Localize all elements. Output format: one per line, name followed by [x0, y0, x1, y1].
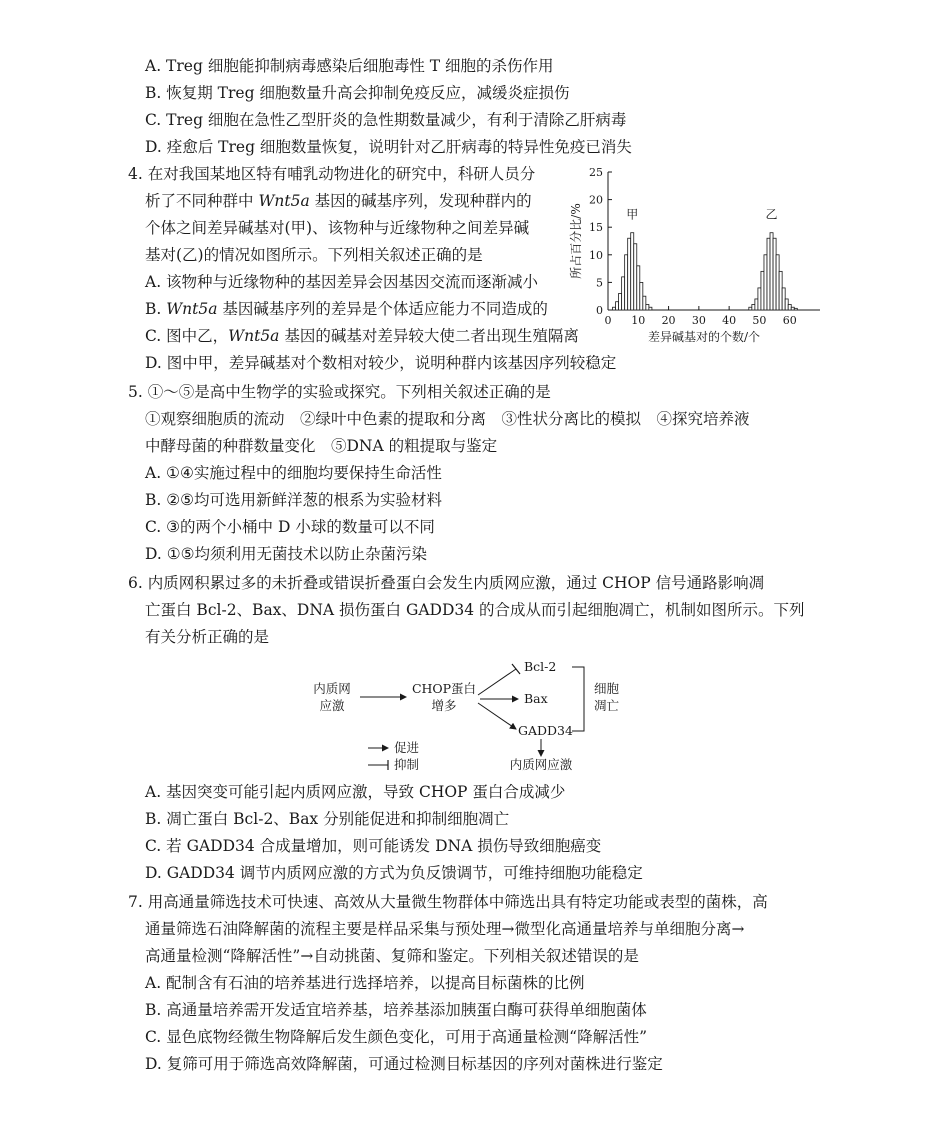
q4-option-c-text: 基因的碱基对差异较大使二者出现生殖隔离: [279, 327, 579, 345]
q3-option-a: A. Treg 细胞能抑制病毒感染后细胞毒性 T 细胞的杀伤作用: [145, 57, 554, 75]
bax-label: Bax: [524, 691, 548, 706]
q4-option-b-text: 基因碱基序列的差异是个体适应能力不同造成的: [217, 300, 548, 318]
q7-option-c: C. 显色底物经微生物降解后发生颜色变化，可用于高通量检测“降解活性”: [145, 1028, 648, 1046]
histogram-bar: [770, 233, 773, 310]
histogram-bar: [643, 296, 646, 310]
q4-stem-line1: 4. 在对我国某地区特有哺乳动物进化的研究中，科研人员分: [128, 165, 536, 183]
histogram-bar: [637, 266, 640, 310]
series-label: 乙: [765, 207, 778, 222]
q4-option-c: [145, 326, 579, 346]
histogram-bar: [764, 255, 767, 310]
legend-promote-label: 促进: [394, 740, 420, 755]
q5-items-line1: ①观察细胞质的流动 ②绿叶中色素的提取和分离 ③性状分离比的模拟 ④探究培养液: [145, 410, 750, 428]
chop-protein-label: CHOP蛋白: [411, 681, 477, 696]
q4-option-b-prefix: B.: [145, 300, 167, 318]
promote-arrow-gadd34: [478, 703, 516, 729]
chop-pathway-diagram: [310, 655, 650, 775]
q3-option-c: C. Treg 细胞在急性乙型肝炎的急性期数量减少，有利于清除乙肝病毒: [145, 111, 627, 129]
histogram-bar: [791, 307, 794, 310]
q7-option-a: A. 配制含有石油的培养基进行选择培养，以提高目标菌株的比例: [145, 974, 585, 992]
q6-option-a: A. 基因突变可能引起内质网应激，导致 CHOP 蛋白合成减少: [145, 783, 566, 801]
gadd34-label: GADD34: [518, 723, 573, 738]
q5-stem: 5. ①～⑤是高中生物学的实验或探究。下列相关叙述正确的是: [128, 383, 551, 401]
bcl2-label: Bcl-2: [524, 659, 557, 674]
histogram-bar: [749, 307, 752, 310]
er-stress-label: 应激: [319, 698, 345, 713]
y-tick-label: 10: [589, 248, 603, 262]
histogram-bar: [794, 308, 797, 310]
y-tick-label: 0: [596, 304, 603, 317]
histogram-bar: [631, 233, 634, 310]
q4-stem-text: 析了不同种群中: [145, 192, 259, 210]
y-tick-label: 5: [596, 276, 603, 290]
x-tick-label: 60: [782, 314, 797, 327]
q4-stem-line3: 个体之间差异碱基对(甲)、该物种与近缘物种之间差异碱: [145, 219, 530, 237]
x-tick-label: 50: [752, 314, 767, 327]
q5-option-a: A. ①④实施过程中的细胞均要保持生命活性: [145, 464, 442, 482]
x-tick-label: 10: [631, 314, 646, 327]
base-pair-difference-histogram: [560, 160, 840, 350]
q5-option-b: B. ②⑤均可选用新鲜洋葱的根系为实验材料: [145, 491, 443, 509]
q7-option-b: B. 高通量培养需开发适宜培养基，培养基添加胰蛋白酶可获得单细胞菌体: [145, 1001, 647, 1019]
histogram-bar: [640, 282, 643, 310]
histogram-bar: [773, 238, 776, 310]
gene-name: Wnt5a: [258, 192, 310, 210]
histogram-bar: [779, 271, 782, 310]
x-tick-label: 40: [722, 314, 737, 327]
x-tick-label: 0: [604, 314, 612, 327]
inhibit-bar: [512, 664, 520, 674]
histogram-bar: [752, 304, 755, 310]
q6-stem-line3: 有关分析正确的是: [145, 628, 270, 646]
histogram-bar: [782, 288, 785, 310]
q5-option-d: D. ①⑤均须利用无菌技术以防止杂菌污染: [145, 545, 428, 563]
histogram-bar: [758, 288, 761, 310]
histogram-bar: [628, 238, 631, 310]
y-tick-label: 15: [589, 221, 603, 235]
histogram-bar: [619, 293, 622, 310]
histogram-bar: [788, 304, 791, 310]
histogram-bar: [622, 277, 625, 310]
y-tick-label: 25: [589, 166, 603, 179]
bracket: [572, 667, 584, 731]
gene-name: Wnt5a: [228, 327, 280, 345]
q7-option-d: D. 复筛可用于筛选高效降解菌，可通过检测目标基因的序列对菌株进行鉴定: [145, 1055, 663, 1073]
q3-option-d: D. 痊愈后 Treg 细胞数量恢复，说明针对乙肝病毒的特异性免疫已消失: [145, 138, 632, 156]
er-stress-label: 内质网: [313, 681, 351, 696]
q4-stem-line4: 基对(乙)的情况如图所示。下列相关叙述正确的是: [145, 246, 483, 264]
gene-name: Wnt5a: [166, 300, 218, 318]
x-tick-label: 20: [661, 314, 676, 327]
histogram-bar: [634, 244, 637, 310]
histogram-bar: [649, 307, 652, 310]
q6-stem-line2: 亡蛋白 Bcl-2、Bax、DNA 损伤蛋白 GADD34 的合成从而引起细胞凋亡，机制如图所示。下列: [145, 601, 805, 619]
chop-protein-label: 增多: [431, 698, 457, 713]
y-tick-label: 20: [589, 193, 603, 207]
q4-option-a: A. 该物种与近缘物种的基因差异会因基因交流而逐渐减小: [145, 273, 539, 291]
apoptosis-label: 细胞: [594, 681, 620, 696]
apoptosis-label: 凋亡: [594, 698, 620, 713]
histogram-bar: [646, 304, 649, 310]
q7-stem-line3: 高通量检测“降解活性”→自动挑菌、复筛和鉴定。下列相关叙述错误的是: [145, 947, 639, 965]
y-axis-label: 所占百分比/%: [569, 203, 583, 279]
histogram-bar: [625, 255, 628, 310]
x-axis-label: 差异碱基对的个数/个: [647, 330, 761, 344]
histogram-bar: [785, 299, 788, 310]
histogram-bar: [767, 238, 770, 310]
q6-option-c: C. 若 GADD34 合成量增加，则可能诱发 DNA 损伤导致细胞癌变: [145, 837, 602, 855]
q4-stem-text: 基因的碱基序列，发现种群内的: [309, 192, 532, 210]
q5-items-line2: 中酵母菌的种群数量变化 ⑤DNA 的粗提取与鉴定: [145, 437, 498, 455]
q5-option-c: C. ③的两个小桶中 D 小球的数量可以不同: [145, 518, 435, 536]
x-tick-label: 30: [691, 314, 706, 327]
q3-option-b: B. 恢复期 Treg 细胞数量升高会抑制免疫反应，减缓炎症损伤: [145, 84, 570, 102]
legend-inhibit-label: 抑制: [394, 757, 420, 772]
histogram-bar: [776, 255, 779, 310]
q7-stem-line2: 通量筛选石油降解菌的流程主要是样品采集与预处理→微型化高通量培养与单细胞分离→: [145, 920, 745, 938]
er-stress-feedback-label: 内质网应激: [509, 757, 573, 772]
q6-option-d: D. GADD34 调节内质网应激的方式为负反馈调节，可维持细胞功能稳定: [145, 864, 643, 882]
q4-option-d: D. 图中甲，差异碱基对个数相对较少，说明种群内该基因序列较稳定: [145, 354, 617, 372]
histogram-bar: [613, 307, 616, 310]
histogram-bar: [616, 302, 619, 310]
q6-option-b: B. 凋亡蛋白 Bcl-2、Bax 分别能促进和抑制细胞凋亡: [145, 810, 510, 828]
q6-stem-line1: 6. 内质网积累过多的未折叠或错误折叠蛋白会发生内质网应激，通过 CHOP 信号通路影响凋: [128, 574, 765, 592]
inhibit-line-bcl2: [478, 669, 516, 695]
series-label: 甲: [626, 207, 639, 222]
q4-stem-line2: [145, 191, 532, 211]
q4-option-c-prefix: C. 图中乙，: [145, 327, 229, 345]
q7-stem-line1: 7. 用高通量筛选技术可快速、高效从大量微生物群体中筛选出具有特定功能或表型的菌株，高: [128, 893, 768, 911]
histogram-bar: [761, 271, 764, 310]
q4-option-b: [145, 299, 548, 319]
histogram-bar: [755, 299, 758, 310]
